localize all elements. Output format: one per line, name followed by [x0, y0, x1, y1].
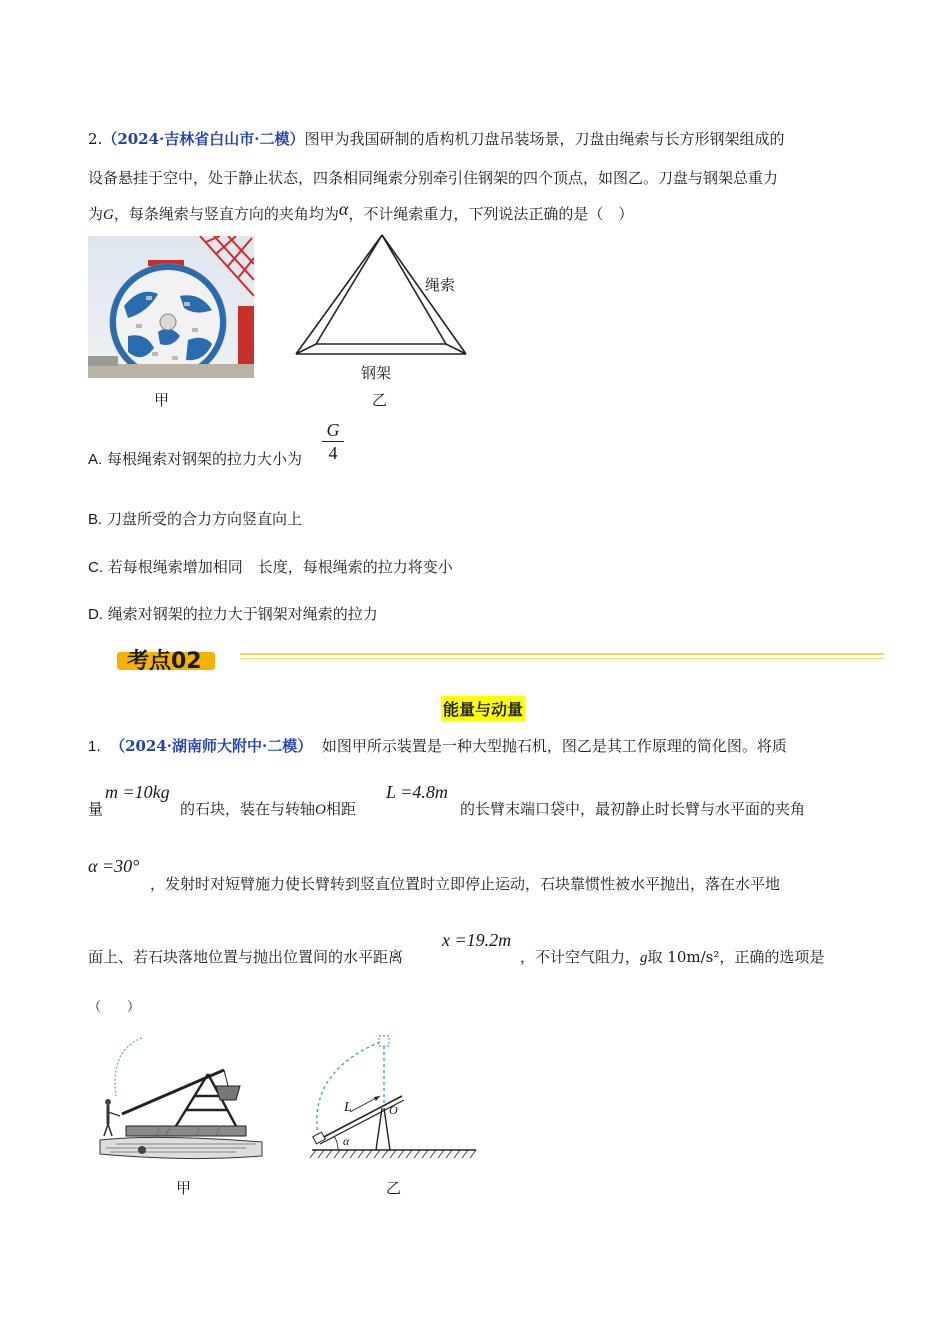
fraction-G-over-4 — [322, 420, 344, 463]
q1-line2-b: 的石块，装在与转轴O相距 — [180, 800, 356, 818]
q1-fig-jia-caption: 甲 — [176, 1179, 192, 1197]
option-c[interactable] — [88, 556, 453, 577]
q1-line2-a: 量 — [88, 800, 104, 818]
expr-mass: m =10kg — [105, 782, 170, 802]
option-b-label: B. — [88, 511, 103, 528]
option-b-text: 刀盘所受的合力方向竖直向上 — [106, 510, 302, 528]
section-rule — [240, 653, 884, 655]
q2-text-1: 图甲为我国研制的盾构机刀盘吊装场景，刀盘由绳索与长方形钢架组成的 — [304, 130, 785, 148]
option-c-text: 若每根绳索增加相同 长度，每根绳索的拉力将变小 — [107, 558, 453, 576]
trebuchet-schematic — [304, 1032, 480, 1162]
q2-source: （2024·吉林省白山市·二模） — [102, 130, 305, 148]
q1-source: （2024·湖南师大附中·二模） — [110, 737, 313, 755]
q2-line2: 设备悬挂于空中，处于静止状态，四条相同绳索分别牵引住钢架的四个顶点，如图乙。刀盘与钢架总重力 — [88, 169, 779, 187]
option-d-label: D. — [88, 606, 103, 623]
q1-fig-yi-caption: 乙 — [386, 1179, 402, 1197]
symbol-G: G — [103, 207, 114, 223]
diagram-label-alpha: α — [343, 1134, 350, 1148]
option-d-text: 绳索对钢架的拉力大于钢架对绳索的拉力 — [107, 605, 378, 623]
expr-distance: x =19.2m — [442, 930, 512, 950]
q1-text-1: 如图甲所示装置是一种大型抛石机，图乙是其工作原理的简化图。将质 — [321, 737, 787, 755]
option-a-label: A. — [88, 451, 103, 468]
q1-line1 — [88, 735, 787, 756]
option-a-text: 每根绳索对钢架的拉力大小为 — [106, 450, 302, 468]
fraction-numerator: G — [326, 420, 340, 440]
section-badge — [117, 644, 215, 672]
option-d[interactable] — [88, 603, 378, 624]
expr-angle: α =30° — [88, 856, 140, 876]
q2-fig-yi-caption: 乙 — [372, 391, 388, 409]
q1-number: 1. — [88, 738, 101, 755]
section-title: 能量与动量 — [441, 696, 525, 721]
label-frame: 钢架 — [361, 364, 392, 382]
diagram-label-O: O — [389, 1103, 398, 1117]
q2-line3: 为G，每条绳索与竖直方向的夹角均为α，不计绳索重力，下列说法正确的是（ ） — [88, 199, 634, 223]
fraction-denominator: 4 — [328, 443, 338, 463]
tbm-cutterhead-photo — [88, 236, 254, 378]
q2-line1 — [88, 128, 785, 149]
expr-length: L =4.8m — [386, 782, 448, 802]
section-badge-text: 考点02 — [127, 649, 202, 674]
q1-line2-d: 的长臂末端口袋中，最初静止时长臂与水平面的夹角 — [460, 800, 806, 818]
q1-line5: （ ） — [88, 1000, 141, 1015]
q1-line4-a: 面上、若石块落地位置与抛出位置间的水平距离 — [88, 948, 404, 966]
symbol-alpha: α — [338, 199, 349, 219]
label-rope: 绳索 — [425, 276, 456, 294]
diagram-label-L: L — [344, 1100, 352, 1115]
option-b[interactable] — [88, 508, 302, 529]
trebuchet-illustration — [96, 1030, 266, 1170]
rope-frame-diagram — [290, 232, 476, 362]
q2-number: 2. — [88, 130, 103, 148]
q1-line3: ，发射时对短臂施力使长臂转到竖直位置时立即停止运动，石块靠惯性被水平抛出，落在水平地 — [150, 875, 781, 893]
symbol-g: g — [640, 950, 648, 966]
option-c-label: C. — [88, 559, 103, 576]
option-a[interactable] — [88, 448, 302, 469]
q1-line4-b: ，不计空气阻力，g取 10m/s²，正确的选项是 — [520, 948, 825, 966]
q2-fig-jia-caption: 甲 — [154, 391, 170, 409]
symbol-O: O — [315, 802, 326, 818]
section-rule-thin — [240, 658, 884, 659]
